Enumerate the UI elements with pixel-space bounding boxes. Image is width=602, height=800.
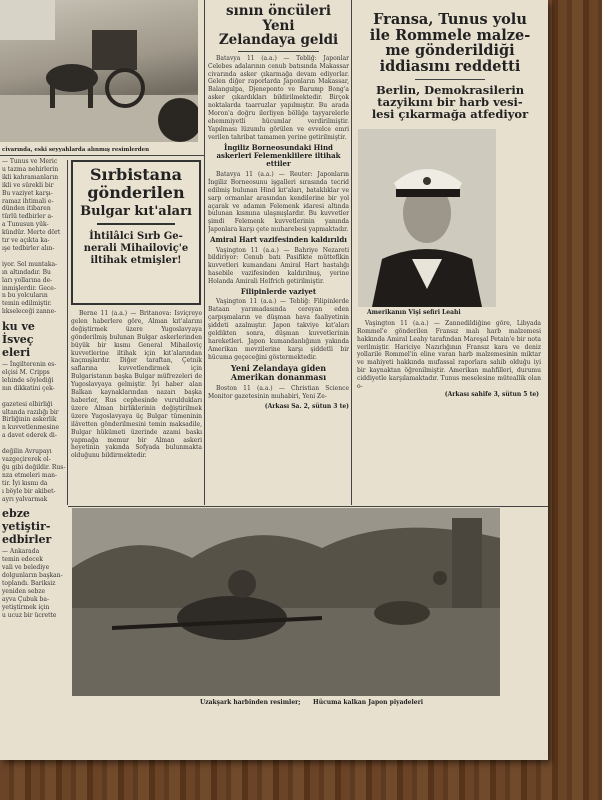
text-line-fragment: yeniden sebze [2, 587, 46, 595]
text-line-fragment: ramaz ihtimali e- [2, 197, 54, 205]
left-headline-3: ebze yetiştir- edbirler [2, 507, 52, 547]
text-line-fragment [2, 393, 66, 401]
text-line-fragment: tır ve açıkta ka- [2, 237, 50, 245]
new-zealand-headline: sının öncüleri Yeni Zelandaya geldi [218, 3, 339, 49]
text-line-fragment: ikli ve sürekli bir [2, 181, 54, 189]
text-line-fragment: — Ankarada [2, 548, 40, 556]
text-line-fragment: — Tunus ve Meric [2, 158, 58, 165]
text-line-fragment: u ucuz bir ücrette [2, 611, 57, 619]
text-line-fragment [2, 253, 66, 261]
text-line-fragment: dolgunların başkan- [2, 572, 63, 580]
middle-column: sının öncüleri Yeni Zelandaya geldi Batavya 11 (a.a.) — Tebliğ: Japonlar Celebes adalarının cenub batısında Makassar civarında asker çıkarmağa devam ediyorlar. Gelen diğer raporlarda Japonların Makassar, Balangulpa, Djeneponto ve Barump Bong'a asker çıkardıkları bildirilmektedir. Birçok noktalarda taarruzlar yapılmıştır. Bu arada Moron'a doğru ilerliyen bölüğe tayyarelerle ehemmiyetli hücumlar verdirilmiştir. Yapılması lüzumlu görülen ve evvelce emri verilen tahribat tamamen yerine getirilmiştir. İngiliz Borneosundaki Hind askerleri Felemenklilere iltihak ettiler Batavya 11 (a.a.) — Reuter: Japonların İngiliz Borneosunu işgalleri sırasında tecrid edilmiş bulunan Hind kıt'aları, bataklıklar ve sarp ormanlar arasından kendilerine bir yol açarak ve adamın Felemenk idaresi altında bulunan kısmına ulaşmışlardır. Bu kuvvetler şimdi Felemenk kuvvetlerinin yanında Japonlara karşı çete muharebesi yapmaktadır. Amiral Hart vazifesinden kaldırıldı Vaşington 11 (a.a.) — Bahriye Nezareti bildiriyor: Cenub batı Pasifikte müttefikin kuvvetleri kumandanı Amiral Hart hastalığı hasebile vazifesinden kaldırılmış, yerine Holanda Amirali Helfrich getirilmiştir. Filipinlerde vaziyet Vaşington 11 (a.a.) — Tebliğ: Filipinlerde Bataan yarımadasında cereyan eden çarpışmaların ve düşman hava faaliyetinin şiddeti azalmıştır. Japon takviye kıt'aları geldikten sonra, düşman kuvvetlerinin hareketleri. Japon kumandanlığının yakında Amerikan mevzilerine karşı şiddetli bir hücuma geçeceğini göstermektedir. Yeni Zelandaya giden Amerikan donanması Boston 11 (a.a.) — Christian Science Monitor gazetesinin muhabiri, Yeni Ze- (Arkası Sa. 2, sütun 3 te) [208, 3, 349, 410]
horizontal-rule [0, 155, 204, 156]
horse-cart-caption: civarında, eski seyyahlarda alınmış resimlerden [2, 147, 150, 153]
text-line-fragment: türlü tedbirler a- [2, 213, 54, 221]
horse-cart-illustration [0, 0, 198, 142]
text-line-fragment: vazgeçirerek ol- [2, 456, 51, 463]
column-rule [351, 0, 352, 505]
text-line-fragment: ı böyle bir akibet- [2, 487, 56, 495]
text-line-fragment: Bu vaziyet karşı- [2, 189, 53, 197]
left-column [2, 158, 66, 678]
japanese-infantry-photo [72, 508, 500, 696]
text-line-fragment: ları yollarına de- [2, 276, 53, 284]
text-line-fragment: n bu yolcuların [2, 292, 48, 300]
text-line-fragment: ayva Çubuk ba- [2, 595, 49, 603]
text-line-fragment: dünden itibaren [2, 205, 51, 213]
text-line-fragment: tir. İyi kısmı da [2, 479, 48, 487]
berlin-subheadline: Berlin, Demokrasilerin tazyikını bir harb vesi- lesi çıkarmağa atfediyor [371, 82, 529, 122]
text-line-fragment: gazetesi elbirliği [2, 400, 53, 408]
horse-cart-photo [0, 0, 198, 142]
text-line-fragment: nın dikkatini çek- [2, 384, 55, 392]
text-line-fragment: kündür. Merte dört [2, 229, 61, 237]
left-headline-2: ku ve İsveç eleri [2, 320, 35, 360]
infantry-caption: Uzakşark harbinden resimler; Hücuma kalkan Japon piyadeleri [200, 699, 424, 706]
text-line-fragment: ışe tedbirler alın- [2, 244, 55, 252]
text-line-fragment: ğu gibi değildir. Rus- [2, 463, 66, 471]
text-line-fragment: değilin Avrupayı [2, 448, 52, 456]
text-line-fragment: u tazma nehirlerin [2, 165, 59, 173]
box-headline: Sırbistana gönderilen [87, 165, 185, 202]
portrait-illustration [358, 129, 496, 307]
text-line-fragment: ikli kahramanların [2, 173, 59, 181]
box-headline-line-3: Bulgar kıt'aları [80, 204, 192, 219]
column-rule [67, 160, 68, 505]
text-line-fragment: ayrı yalvarmak [2, 495, 48, 503]
france-headline: Fransa, Tunus yolu ile Rommele malze- me gönderildiği iddiasını reddetti [369, 11, 531, 75]
right-column: Fransa, Tunus yolu ile Rommele malze- me gönderildiği iddiasını reddetti Berlin, Demokrasilerin tazyikını bir harb vesi- lesi çıkarmağa atfediyor Amerikanın Vişi sefiri Leahi Vaşington 11 (a.a.) — Zannedildiğine göre, Libyada Rommel'e gönderilen Fransız malı harb malzemesi hakkında Amiral Leahy tarafından Mareşal Petain'e bir nota verilmiştir. Hariciye Nazırlığının Fransız kara ve deniz yollarile Rommel'in eline varan harb malzemesinin miktar ve mahiyeti hakkında mufassal raporlara sahib olduğu iyi bir kaynaktan öğrenilmiştir. Amerikan mahfilleri, durumu ciddiyetle karşılamaktadır. Tunus meselesine müteallik olan o- (Arkası sahife 3, sütun 5 te) [355, 0, 545, 505]
infantry-illustration [72, 508, 500, 696]
text-line-fragment: n kuvvetlenmesine [2, 424, 59, 432]
text-line-fragment: ultanda razılığı bir [2, 408, 59, 416]
text-line-fragment: Birliğinin askerlik [2, 416, 57, 424]
box-subheadline: İhtilâlci Sırb Ge- nerali Mihailoviç'e iltihak etmişler! [83, 231, 189, 266]
text-line-fragment: iyor. Sel muntaka- [2, 260, 58, 268]
text-line-fragment: a Tunusun yük- [2, 221, 49, 229]
serbia-article-body: Berne 11 (a.a.) — Britanova: İsviçreye gelen haberlere göre, Alman kıt'alarını değiştirmek üzere Yugoslavyaya gönderilmiş bulunan Bulgar askerlerinden büyük bir kısmı General Mihailoviç kuvvetlerine iltihak için kıt'alarından kaçmışlardır. Diğer taraftan, Çetnik saflarına kuvvetlendirmek için Bulgaristanın başka Bulgar müfrezeleri de Yugoslavyaya gelmiştir. İyi haber alan Balkan kaynaklarından nazarı başka haberler, Rus cephesinde vuruldukları üzere Alman birliklerinin değiştirilmek üzere Yugoslavyaya üç Bulgar tümeninin ilâvetten gönderilmesini temin maksadile, Bulgar hükümeti üzerinde azami baskı yapmağa memur bir Alman askeri heyetinin yakında Sofyada bulunmakta olduğunu bildirmektedir. [71, 310, 202, 460]
text-line-fragment: nza etmeleri man- [2, 471, 58, 479]
text-line-fragment: — İngilterenin es- [2, 361, 57, 369]
admiral-leahy-portrait [358, 129, 496, 307]
horizontal-rule [68, 506, 548, 507]
text-line-fragment [2, 440, 66, 448]
text-line-fragment: lıkseleceği zanne- [2, 308, 57, 316]
text-line-fragment: temin edilmiştir. [2, 300, 52, 308]
text-line-fragment: ın altındadır. Bu [2, 268, 51, 276]
text-line-fragment: inmişlerdir. Gece- [2, 284, 56, 292]
text-line-fragment: lehinde söylediği [2, 376, 54, 384]
column-rule [204, 0, 205, 505]
text-line-fragment: toplandı. Bariksiz [2, 580, 56, 588]
text-line-fragment: yetiştirmek için [2, 603, 50, 611]
text-line-fragment: temin edecek [2, 556, 43, 564]
text-line-fragment: vali ve belediye [2, 564, 50, 572]
text-line-fragment: a davet ederek di- [2, 432, 57, 440]
text-line-fragment: elçisi M. Cripps [2, 369, 50, 377]
serbia-headline-box [71, 160, 201, 305]
portrait-caption: Amerikanın Vişi sefiri Leahi [367, 308, 461, 316]
